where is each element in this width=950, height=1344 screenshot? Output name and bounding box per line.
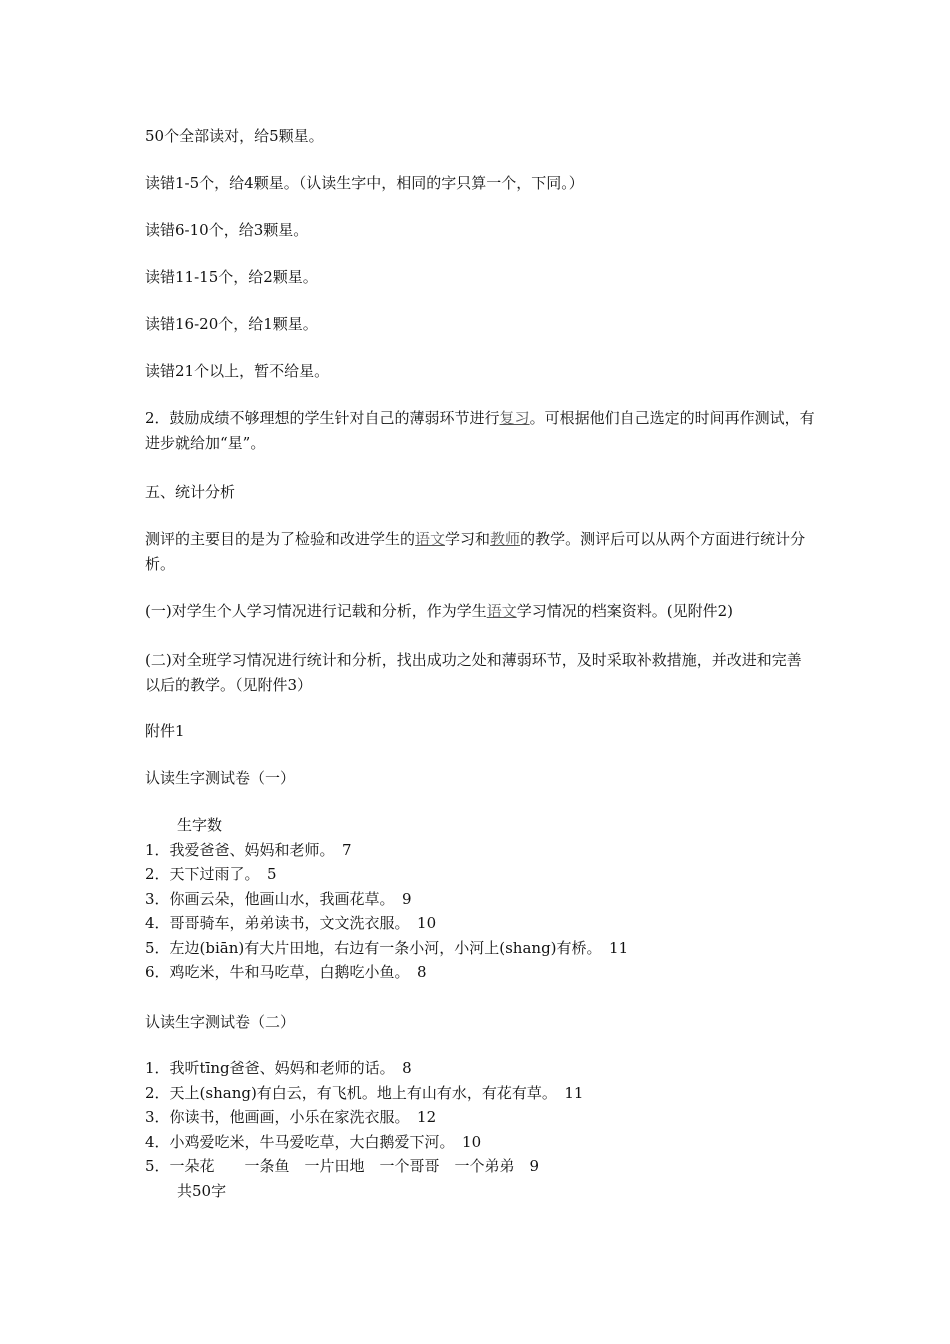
- teacher-link[interactable]: 教师: [490, 530, 521, 548]
- test1-header: 生字数: [177, 816, 223, 834]
- total-count: 共50字: [177, 1181, 227, 1200]
- list-item: 4．小鸡爱吃米，牛马爱吃草，大白鹅爱下河。 10: [145, 1132, 482, 1151]
- section-heading: 五、统计分析: [145, 483, 236, 501]
- class-analysis-paragraph: (二)对全班学习情况进行统计和分析，找出成功之处和薄弱环节，及时采取补救措施，并改进和完善以后的教学。（见附件3）: [145, 651, 802, 694]
- list-item: 5．左边(biān)有大片田地，右边有一条小河，小河上(shang)有桥。 11: [145, 938, 629, 957]
- analysis-text-c: 的教学。测评后可以从两个方面进行统计分析。: [145, 530, 806, 573]
- encourage-paragraph: [145, 406, 815, 456]
- analysis-text-b: 学习和: [445, 530, 491, 548]
- list-item: 5．一朵花 一条鱼 一片田地 一个哥哥 一个弟弟 9: [145, 1157, 540, 1175]
- test2-list: [145, 1056, 815, 1203]
- scoring-line-1: 50个全部读对，给5颗星。: [145, 127, 324, 145]
- list-item: 3．你读书，他画画，小乐在家洗衣服。 12: [145, 1108, 437, 1126]
- review-link[interactable]: 复习: [499, 409, 530, 427]
- test2-title: 认读生字测试卷（二）: [145, 1013, 296, 1031]
- individual-text-b: 学习情况的档案资料。(见附件2): [516, 602, 733, 620]
- scoring-line-5: 读错16-20个，给1颗星。: [145, 315, 318, 333]
- scoring-line-6: 读错21个以上，暂不给星。: [145, 362, 330, 380]
- individual-text-a: (一)对学生个人学习情况进行记载和分析，作为学生: [145, 602, 487, 620]
- attachment-label: 附件1: [145, 722, 185, 740]
- scoring-line-3: 读错6-10个，给3颗星。: [145, 221, 309, 239]
- scoring-line-2: 读错1-5个，给4颗星。（认读生字中，相同的字只算一个，下同。）: [145, 174, 584, 192]
- encourage-text-before: 2．鼓励成绩不够理想的学生针对自己的薄弱环节进行: [145, 409, 500, 427]
- list-item: 1．我听tīng爸爸、妈妈和老师的话。 8: [145, 1059, 412, 1077]
- chinese-link[interactable]: 语文: [415, 530, 446, 548]
- scoring-line-4: 读错11-15个，给2颗星。: [145, 268, 318, 286]
- list-item: 2．天下过雨了。 5: [145, 865, 277, 883]
- list-item: 3．你画云朵，他画山水，我画花草。 9: [145, 889, 412, 908]
- list-item: 6．鸡吃米，牛和马吃草，白鹅吃小鱼。 8: [145, 963, 427, 981]
- analysis-text-a: 测评的主要目的是为了检验和改进学生的: [145, 530, 416, 548]
- chinese-link-2[interactable]: 语文: [486, 602, 517, 620]
- test1-title: 认读生字测试卷（一）: [145, 769, 296, 787]
- list-item: 2．天上(shang)有白云，有飞机。地上有山有水，有花有草。 11: [145, 1083, 584, 1102]
- list-item: 1．我爱爸爸、妈妈和老师。 7: [145, 840, 352, 859]
- encourage-text-after: 。可根据他们自己选定的时间再作测试，有进步就给加“星”。: [145, 409, 815, 452]
- test1-list: [145, 813, 815, 985]
- analysis-paragraph: [145, 527, 815, 577]
- individual-analysis-paragraph: [145, 599, 815, 624]
- list-item: 4．哥哥骑车，弟弟读书，文文洗衣服。 10: [145, 914, 437, 932]
